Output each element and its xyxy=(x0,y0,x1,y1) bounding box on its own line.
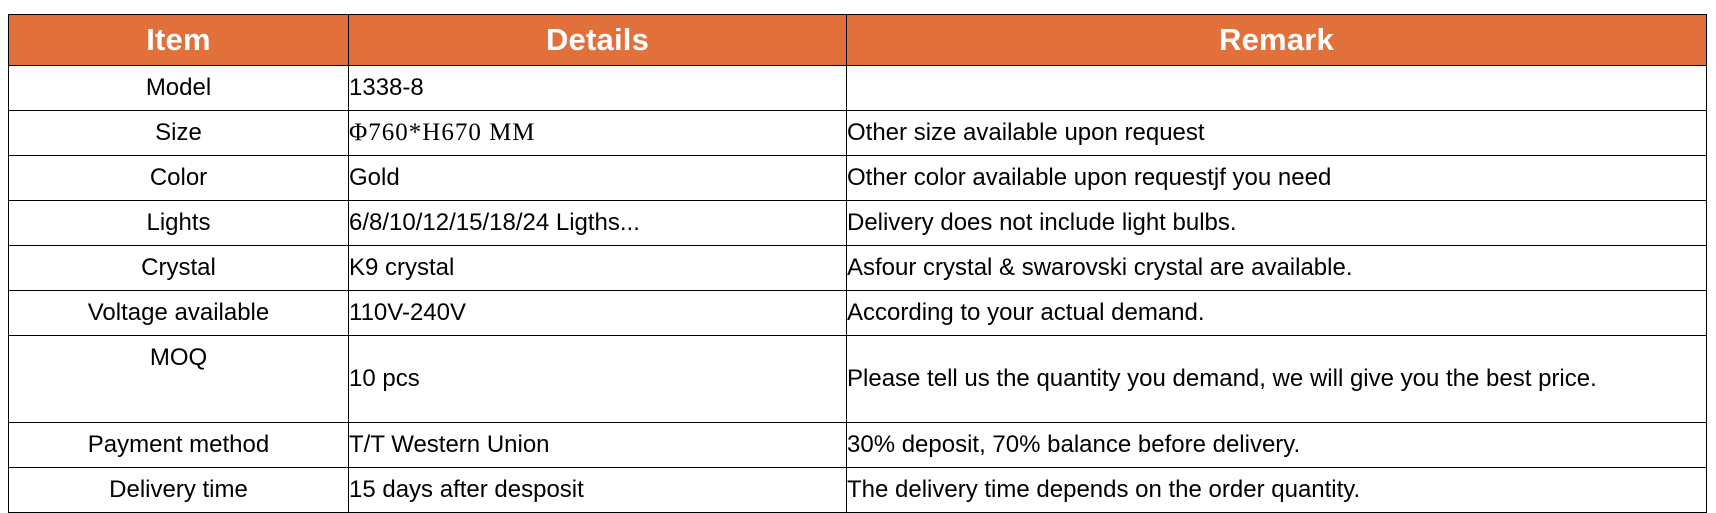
cell-item: Lights xyxy=(9,201,349,246)
table-row xyxy=(9,66,1707,111)
cell-remark: Please tell us the quantity you demand, we will give you the best price. xyxy=(847,336,1707,423)
cell-item: Model xyxy=(9,66,349,111)
table-header xyxy=(9,15,1707,66)
cell-item: Color xyxy=(9,156,349,201)
cell-item: Size xyxy=(9,111,349,156)
column-header-remark: Remark xyxy=(847,15,1707,66)
table-header-row xyxy=(9,15,1707,66)
cell-details: 15 days after desposit xyxy=(349,468,847,513)
cell-details: Gold xyxy=(349,156,847,201)
cell-remark: Other size available upon request xyxy=(847,111,1707,156)
table-row xyxy=(9,156,1707,201)
cell-details: 1338-8 xyxy=(349,66,847,111)
column-header-details: Details xyxy=(349,15,847,66)
cell-details: 110V-240V xyxy=(349,291,847,336)
specification-table xyxy=(8,14,1707,513)
table-row xyxy=(9,336,1707,423)
cell-item: MOQ xyxy=(9,336,349,423)
cell-item: Crystal xyxy=(9,246,349,291)
table-body xyxy=(9,66,1707,513)
cell-remark: Delivery does not include light bulbs. xyxy=(847,201,1707,246)
cell-details: 10 pcs xyxy=(349,336,847,423)
table-row xyxy=(9,201,1707,246)
table-row xyxy=(9,111,1707,156)
cell-remark: 30% deposit, 70% balance before delivery. xyxy=(847,423,1707,468)
cell-item: Payment method xyxy=(9,423,349,468)
cell-item: Voltage available xyxy=(9,291,349,336)
table-row xyxy=(9,423,1707,468)
cell-item: Delivery time xyxy=(9,468,349,513)
cell-remark: According to your actual demand. xyxy=(847,291,1707,336)
cell-details: T/T Western Union xyxy=(349,423,847,468)
table-row xyxy=(9,246,1707,291)
cell-remark: Other color available upon requestjf you need xyxy=(847,156,1707,201)
cell-remark: The delivery time depends on the order quantity. xyxy=(847,468,1707,513)
table-row xyxy=(9,468,1707,513)
cell-details: K9 crystal xyxy=(349,246,847,291)
cell-details: 6/8/10/12/15/18/24 Ligths... xyxy=(349,201,847,246)
table-row xyxy=(9,291,1707,336)
cell-remark xyxy=(847,66,1707,111)
cell-remark: Asfour crystal & swarovski crystal are available. xyxy=(847,246,1707,291)
column-header-item: Item xyxy=(9,15,349,66)
cell-details: Φ760*H670 MM xyxy=(349,111,847,156)
